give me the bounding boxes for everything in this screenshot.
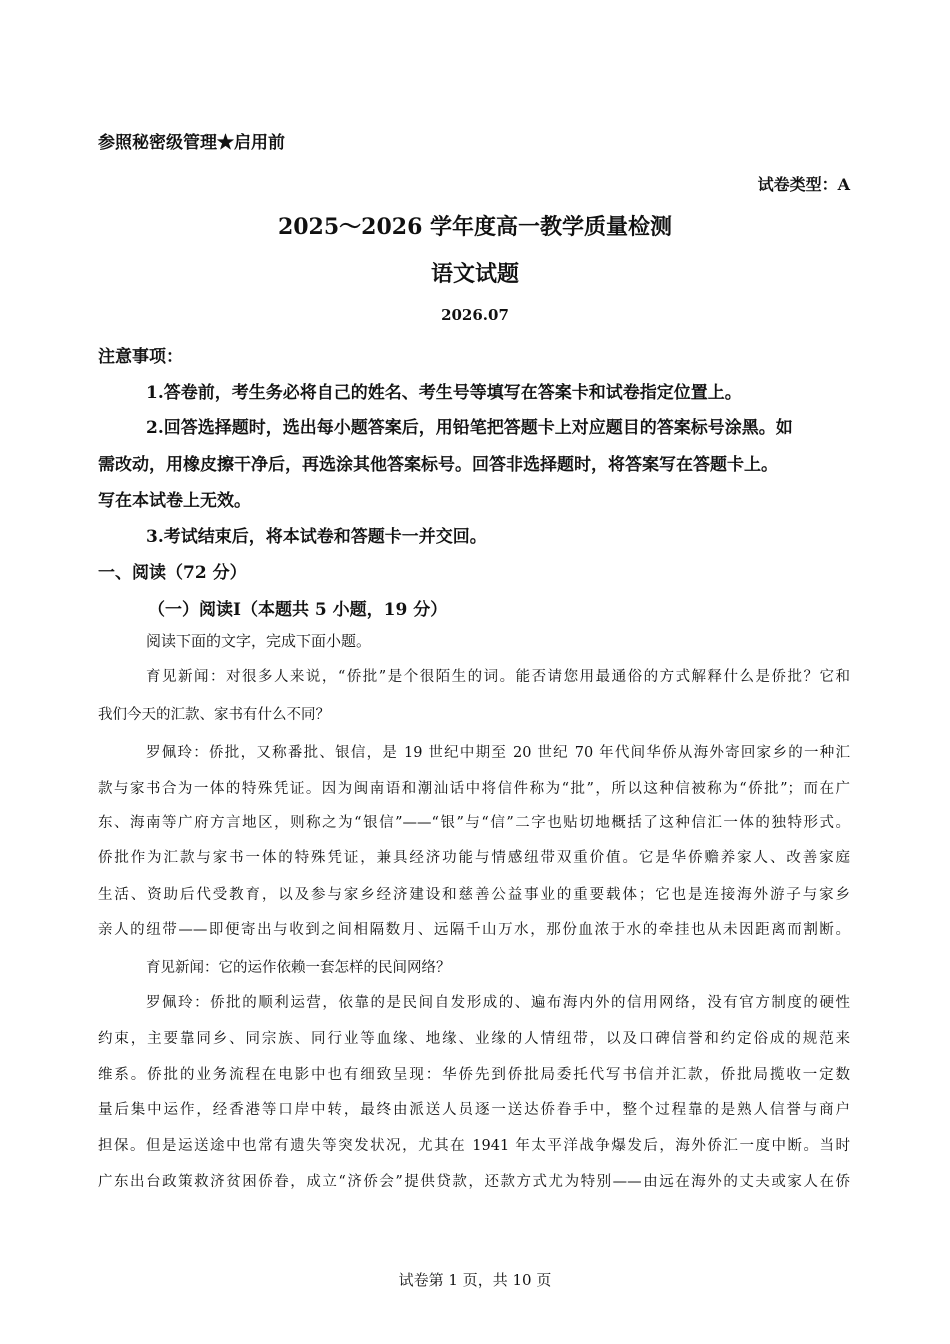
page-footer: 试卷第 1 页，共 10 页 (398, 1271, 552, 1289)
note-item-1: 1.答卷前，考生务必将自己的姓名、考生号等填写在答案卡和试卷指定位置上。 (146, 383, 742, 403)
passage-line: 亲人的纽带——即便寄出与收到之间相隔数月、远隔千山万水，那份血浓于水的牵挂也从未因距离而割断。 (98, 922, 850, 938)
passage-line: 育见新闻：它的运作依赖一套怎样的民间网络？ (146, 960, 451, 976)
passage-line: 罗佩玲：侨批的顺利运营，依靠的是民间自发形成的、遍布海内外的信用网络，没有官方制度的硬性 (146, 995, 850, 1011)
passage-line: 担保。但是运送途中也常有遗失等突发状况，尤其在 1941 年太平洋战争爆发后，海外侨汇一度中断。当时 (98, 1138, 850, 1154)
passage-line: 育见新闻：对很多人来说，“侨批”是个很陌生的词。能否请您用最通俗的方式解释什么是侨批？它和 (146, 669, 850, 685)
passage-line: 维系。侨批的业务流程在电影中也有细致呈现：华侨先到侨批局委托代写书信并汇款，侨批局揽收一定数 (98, 1067, 850, 1083)
note-item-2-line-2: 需改动，用橡皮擦干净后，再选涂其他答案标号。回答非选择题时，将答案写在答题卡上。 (98, 455, 778, 475)
passage-line: 罗佩玲：侨批，又称番批、银信，是 19 世纪中期至 20 世纪 70 年代间华侨从海外寄回家乡的一种汇 (146, 745, 850, 761)
passage-line: 款与家书合为一体的特殊凭证。因为闽南语和潮汕话中将信件称为“批”，所以这种信被称为“侨批”；而在广 (98, 781, 850, 797)
note-item-2-line-1: 2.回答选择题时，选出每小题答案后，用铅笔把答题卡上对应题目的答案标号涂黑。如 (146, 418, 793, 438)
note-item-2-line-3: 写在本试卷上无效。 (98, 491, 251, 511)
passage-line: 东、海南等广府方言地区，则称之为“银信”——“银”与“信”二字也贴切地概括了这种信汇一体的独特形式。 (98, 815, 850, 831)
passage-line: 广东出台政策救济贫困侨眷，成立“济侨会”提供贷款，还款方式尤为特别——由远在海外的丈夫或家人在侨 (98, 1174, 850, 1190)
notes-heading: 注意事项： (98, 347, 183, 367)
subject-title: 语文试题 (430, 261, 519, 287)
note-item-3: 3.考试结束后，将本试卷和答题卡一并交回。 (146, 527, 487, 547)
passage-line: 我们今天的汇款、家书有什么不同？ (98, 707, 330, 723)
paper-type-label: 试卷类型：A (757, 175, 850, 194)
passage-line: 侨批作为汇款与家书一体的特殊凭证，兼具经济功能与情感纽带双重价值。它是华侨赡养家人、改善家庭 (98, 850, 850, 866)
exam-date: 2026.07 (441, 306, 509, 324)
secret-level-label: 参照秘密级管理★启用前 (98, 133, 285, 153)
passage-line: 生活、资助后代受教育，以及参与家乡经济建设和慈善公益事业的重要载体；它也是连接海外游子与家乡 (98, 887, 850, 903)
passage-line: 约束，主要靠同乡、同宗族、同行业等血缘、地缘、业缘的人情纽带，以及口碑信誉和约定俗成的规范来 (98, 1031, 850, 1047)
reading-instruction: 阅读下面的文字，完成下面小题。 (146, 632, 372, 650)
exam-title: 2025～2026 学年度高一教学质量检测 (277, 214, 673, 240)
section-heading: 一、阅读（72 分） (98, 563, 247, 583)
subsection-heading: （一）阅读I（本题共 5 小题，19 分） (148, 600, 448, 620)
passage-line: 量后集中运作，经香港等口岸中转，最终由派送人员逐一送达侨眷手中，整个过程靠的是熟人信誉与商户 (98, 1102, 850, 1118)
